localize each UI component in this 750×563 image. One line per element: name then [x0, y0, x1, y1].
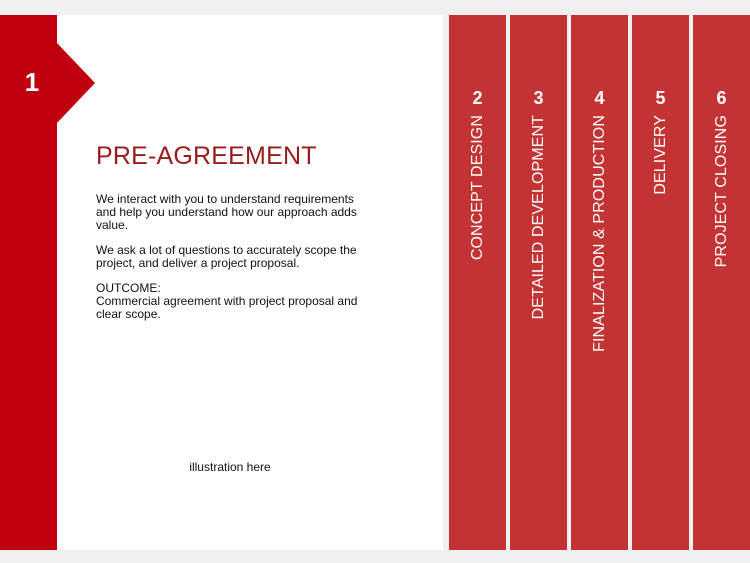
step-tab-number: 6 — [716, 88, 727, 108]
active-step-title: PRE-AGREEMENT — [96, 142, 317, 170]
outcome-label: OUTCOME: — [96, 281, 161, 295]
step-tab-number: 4 — [594, 88, 605, 108]
active-step-description — [96, 193, 368, 321]
active-step-panel — [0, 15, 443, 550]
step-tab-delivery[interactable] — [632, 15, 689, 550]
step-tab-finalization-production[interactable] — [571, 15, 628, 550]
outcome-text: Commercial agreement with project proposal and clear scope. — [96, 294, 358, 321]
description-paragraph-2: We ask a lot of questions to accurately scope the project, and deliver a project proposal. — [96, 243, 357, 270]
step-tab-concept-design[interactable] — [449, 15, 506, 550]
illustration-placeholder: illustration here — [189, 460, 271, 474]
description-paragraph-1: We interact with you to understand requirements and help you understand how our approach adds value. — [96, 192, 357, 232]
step-tab-label: CONCEPT DESIGN — [468, 115, 486, 261]
step-tab-label: DELIVERY — [651, 115, 669, 195]
step-tab-label: FINALIZATION & PRODUCTION — [590, 115, 608, 352]
step-tab-number: 5 — [655, 88, 666, 108]
step-tab-detailed-development[interactable] — [510, 15, 567, 550]
step-tab-number: 3 — [533, 88, 544, 108]
step-tab-label: DETAILED DEVELOPMENT — [529, 115, 547, 320]
step-tab-project-closing[interactable] — [693, 15, 750, 550]
step-tab-number: 2 — [472, 88, 483, 108]
active-step-number: 1 — [24, 67, 40, 97]
step-tab-label: PROJECT CLOSING — [712, 115, 730, 268]
